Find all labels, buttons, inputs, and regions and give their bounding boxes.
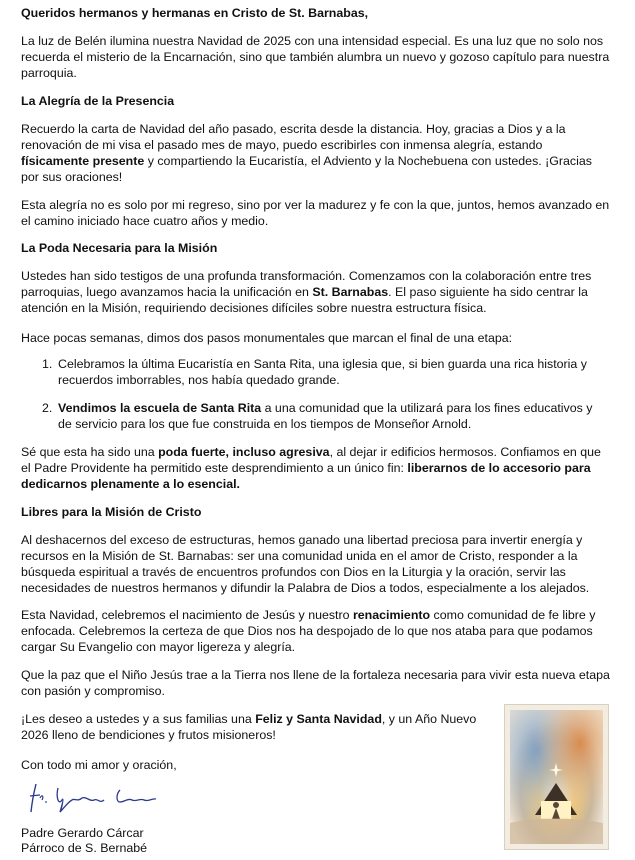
section3-paragraph1: Al deshacernos del exceso de estructuras, hemos ganado una libertad preciosa para invertir energía y recursos en la Misión de St. Barnabas: ser una comunidad unida en el amor de Cristo, responder a la búsqueda espiritual a través de encuentros profundos con Dios en la Liturgia y la oración, servir las necesidades de nuestros hermanos y difundir la Palabra de Dios a todos, especialmente a los alejados. xyxy=(21,533,590,595)
section1-paragraph1: Recuerdo la carta de Navidad del año pasado, escrita desde la distancia. Hoy, gracias a Dios y a la renovación de mi visa el pasado mes de mayo, puedo escribirles con inmensa alegría, estando físicamente presente y compartiendo la Eucaristía, el Adviento y la Nochebuena con ustedes. ¡Gracias por sus oraciones! xyxy=(21,122,592,184)
section2-heading: La Poda Necesaria para la Misión xyxy=(21,241,218,255)
sign-off: Con todo mi amor y oración, xyxy=(21,758,177,772)
nativity-illustration xyxy=(504,704,609,850)
list-number: 2. xyxy=(42,401,53,415)
list-item xyxy=(42,356,604,388)
section3-paragraph2: Esta Navidad, celebremos el nacimiento de Jesús y nuestro renacimiento como comunidad de fe libre y enfocada. Celebremos la certeza de que Dios nos ha despojado de lo que nos ataba para que podamos cargar Su Evangelio con mayor ligereza y alegría. xyxy=(21,608,596,654)
intro-paragraph: La luz de Belén ilumina nuestra Navidad de 2025 con una intensidad especial. Es una luz que no solo nos recuerda el misterio de la Encarnación, sino que también alumbra un nuevo y gozoso capítulo para nuestra parroquia. xyxy=(21,34,610,80)
list-text: Vendimos la escuela de Santa Rita a una comunidad que la utilizará para los fines educativos y de servicio para los que fue construida en los tiempos de Monseñor Arnold. xyxy=(58,401,593,431)
greeting: Queridos hermanos y hermanas en Cristo de St. Barnabas, xyxy=(21,6,369,20)
signature xyxy=(28,778,168,818)
nativity-scene-image xyxy=(505,705,608,849)
list-item xyxy=(42,400,604,432)
section3-paragraph3: Que la paz que el Niño Jesús trae a la Tierra nos llene de la fortaleza necesaria para vivir esta nueva etapa con pasión y compromiso. xyxy=(21,668,610,698)
section3-heading: Libres para la Misión de Cristo xyxy=(21,505,202,519)
list-text: Celebramos la última Eucaristía en Santa Rita, una iglesia que, si bien guarda una rica historia y recuerdos imborrables, nos había quedado grande. xyxy=(58,357,587,387)
section2-paragraph3: Sé que esta ha sido una poda fuerte, incluso agresiva, al dejar ir edificios hermosos. Confiamos en que el Padre Providente ha permitido este desprendimiento a un único fin: liberarnos de lo accesorio para dedicarnos plenamente a lo esencial. xyxy=(21,445,601,491)
signer-title: Párroco de S. Bernabé xyxy=(21,841,148,855)
section1-paragraph2: Esta alegría no es solo por mi regreso, sino por ver la madurez y fe con la que, juntos, hemos avanzado en el camino iniciado hace cuatro años y medio. xyxy=(21,198,610,228)
section1-heading: La Alegría de la Presencia xyxy=(21,94,175,108)
closing-wish: ¡Les deseo a ustedes y a sus familias una Feliz y Santa Navidad, y un Año Nuevo 2026 lleno de bendiciones y frutos misioneros! xyxy=(21,712,477,742)
signer-name: Padre Gerardo Cárcar xyxy=(21,826,144,840)
list-number: 1. xyxy=(42,357,53,371)
section2-paragraph2: Hace pocas semanas, dimos dos pasos monumentales que marcan el final de una etapa: xyxy=(21,331,513,345)
section2-paragraph1: Ustedes han sido testigos de una profunda transformación. Comenzamos con la colaboración entre tres parroquias, luego avanzamos hacia la unificación en St. Barnabas. El paso siguiente ha sido centrar la atención en la Misión, requiriendo decisiones difíciles sobre nuestra estructura física. xyxy=(21,269,592,315)
